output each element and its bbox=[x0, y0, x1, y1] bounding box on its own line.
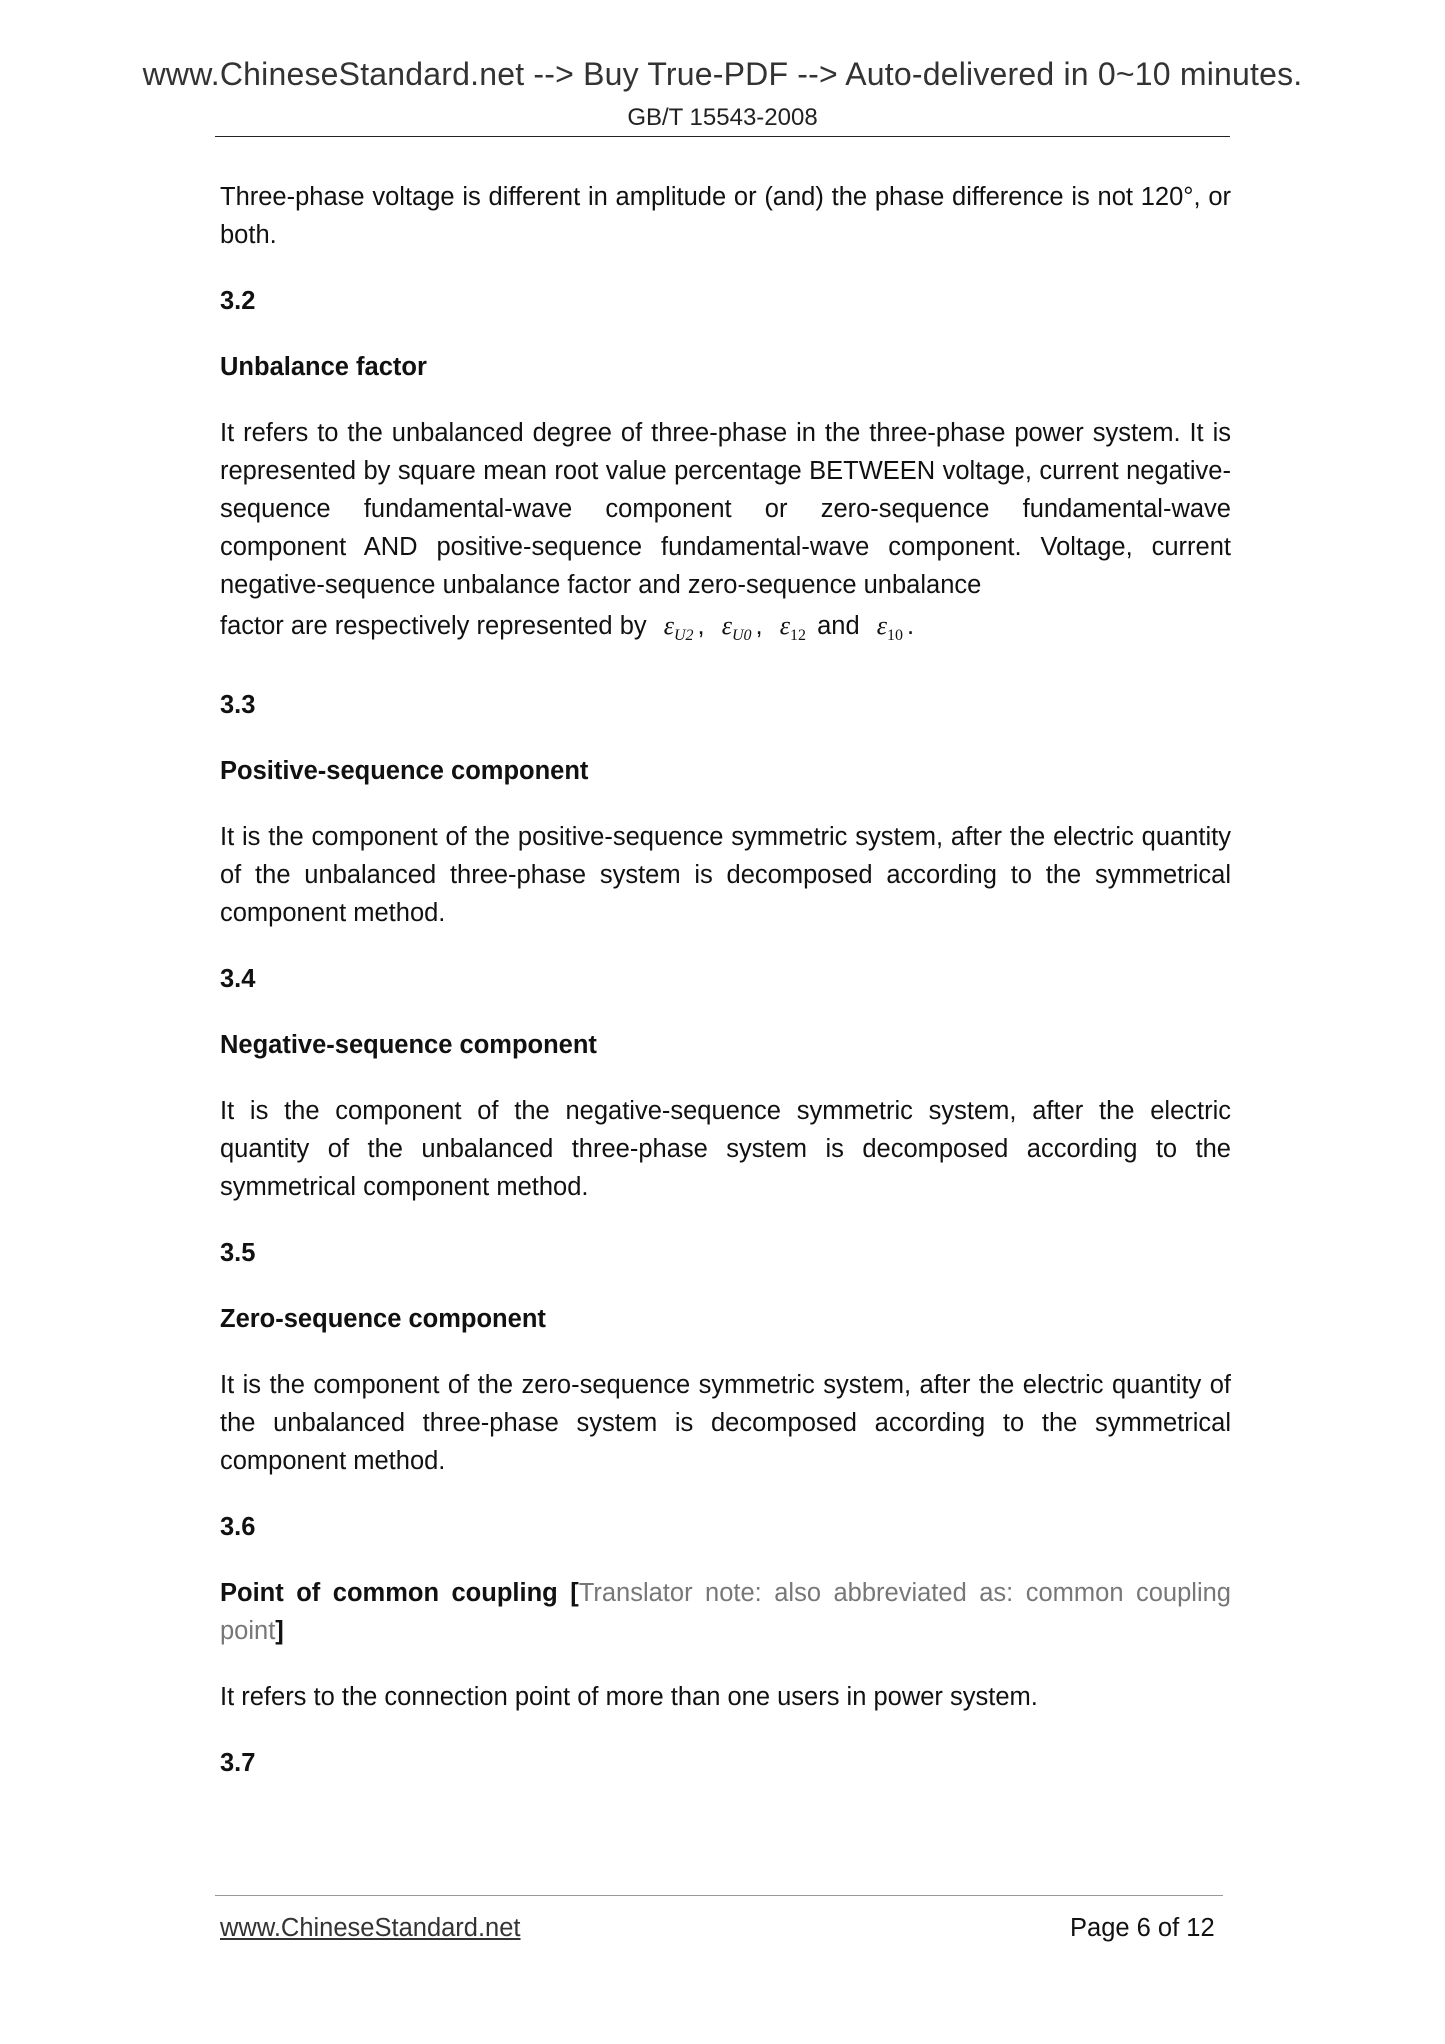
page-content bbox=[220, 178, 1231, 1810]
positive-sequence-definition: It is the component of the positive-sequence symmetric system, after the electric quantity of the unbalanced three-phase system is decomposed according to the symmetrical component method. bbox=[220, 823, 1231, 927]
unbalance-factor-definition: It refers to the unbalanced degree of three-phase in the three-phase power system. It is represented by square mean root value percentage BETWEEN voltage, current negative-sequence fundamental-wave component or zero-sequence fundamental-wave component AND positive-sequence fundamental-wave component. Voltage, current negative-sequence unbalance factor and zero-sequence unbalance bbox=[220, 419, 1231, 599]
footer-divider bbox=[215, 1895, 1223, 1896]
symbols-lead-text: factor are respectively represented by bbox=[220, 612, 647, 640]
section-number-3-3: 3.3 bbox=[220, 691, 256, 719]
section-number-3-7: 3.7 bbox=[220, 1749, 256, 1777]
section-title-unbalance-factor: Unbalance factor bbox=[220, 353, 427, 381]
section-number-3-6: 3.6 bbox=[220, 1513, 256, 1541]
symbol-epsilon-u2: $\varepsilon_{U2}$ bbox=[663, 611, 694, 644]
translator-note: Translator note: also abbreviated as: common coupling point bbox=[220, 1579, 1231, 1645]
site-banner[interactable]: www.ChineseStandard.net --> Buy True-PDF --> Auto-delivered in 0~10 minutes. bbox=[142, 56, 1303, 92]
intro-paragraph: Three-phase voltage is different in amplitude or (and) the phase difference is not 120°, or both. bbox=[220, 183, 1231, 249]
symbols-and: and bbox=[817, 612, 860, 640]
zero-sequence-definition: It is the component of the zero-sequence symmetric system, after the electric quantity of the unbalanced three-phase system is decomposed according to the symmetrical component method. bbox=[220, 1371, 1231, 1475]
symbol-epsilon-u0: $\varepsilon_{U0}$ bbox=[721, 611, 752, 644]
section-title-zero-sequence: Zero-sequence component bbox=[220, 1305, 546, 1333]
section-number-3-4: 3.4 bbox=[220, 965, 256, 993]
symbol-epsilon-12: $\varepsilon_{12}$ bbox=[779, 611, 806, 644]
section-number-3-5: 3.5 bbox=[220, 1239, 256, 1267]
negative-sequence-definition: It is the component of the negative-sequence symmetric system, after the electric quantity of the unbalanced three-phase system is decomposed according to the symmetrical component method. bbox=[220, 1097, 1231, 1201]
common-coupling-definition: It refers to the connection point of more than one users in power system. bbox=[220, 1683, 1038, 1711]
section-title-common-coupling: Point of common coupling [Translator note: also abbreviated as: common coupling point] bbox=[220, 1579, 1231, 1645]
section-title-positive-sequence: Positive-sequence component bbox=[220, 757, 589, 785]
symbol-epsilon-10: $\varepsilon_{10}$ bbox=[876, 611, 903, 644]
header-divider bbox=[215, 136, 1230, 137]
page-number: Page 6 of 12 bbox=[1070, 1914, 1215, 1942]
document-code: GB/T 15543-2008 bbox=[627, 104, 818, 131]
section-title-negative-sequence: Negative-sequence component bbox=[220, 1031, 597, 1059]
footer-site-link[interactable]: www.ChineseStandard.net bbox=[220, 1914, 521, 1942]
unbalance-factor-symbols: factor are respectively represented by $\varepsilon_{U2}$ , $\varepsilon_{U0}$ , $\varepsilon_{12}$ and $\varepsilon_{10}$ . bbox=[220, 611, 915, 644]
section-number-3-2: 3.2 bbox=[220, 287, 256, 315]
